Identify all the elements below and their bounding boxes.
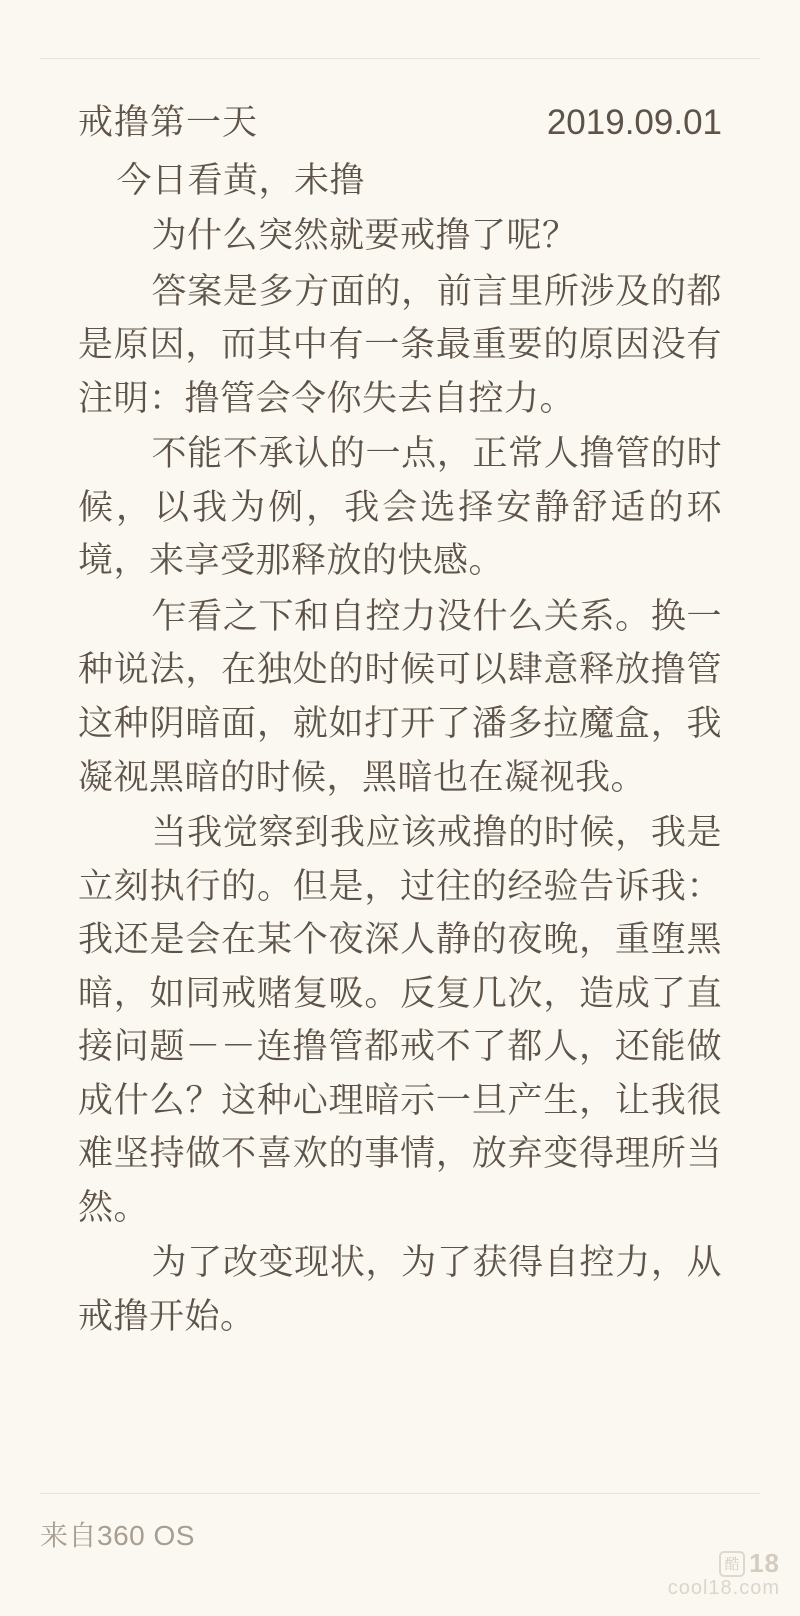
document-date: 2019.09.01 bbox=[546, 103, 722, 142]
top-divider bbox=[40, 58, 760, 59]
paragraph: 今日看黄，未撸 bbox=[116, 160, 366, 200]
watermark-number: 18 bbox=[749, 1548, 780, 1578]
paragraph: 当我觉察到我应该戒撸的时候，我是立刻执行的。但是，过往的经验告诉我：我还是会在某个夜深人静的夜晚，重堕黑暗，如同戒赌复吸。反复几次，造成了直接问题－－连撸管都戒不了都人，还能做成什么？这种心理暗示一旦产生，让我很难坚持做不喜欢的事情，放弃变得理所当然。 bbox=[78, 813, 722, 1227]
bottom-divider bbox=[40, 1493, 760, 1494]
source-label: 来自360 OS bbox=[40, 1520, 195, 1551]
paragraph: 不能不承认的一点，正常人撸管的时候，以我为例，我会选择安静舒适的环境，来享受那释放的快感。 bbox=[78, 434, 722, 581]
watermark-badge-icon: 酷 bbox=[719, 1551, 745, 1577]
watermark bbox=[668, 1548, 780, 1600]
document-content bbox=[78, 100, 722, 1346]
paragraph: 为了改变现状，为了获得自控力，从戒撸开始。 bbox=[78, 1243, 722, 1336]
page-title: 戒撸第一天 bbox=[78, 103, 259, 142]
watermark-site: cool18.com bbox=[667, 1577, 780, 1599]
title-row bbox=[78, 100, 722, 146]
paragraph: 答案是多方面的，前言里所涉及的都是原因，而其中有一条最重要的原因没有注明：撸管会令你失去自控力。 bbox=[78, 271, 722, 418]
watermark-row bbox=[668, 1548, 780, 1579]
paragraph: 乍看之下和自控力没什么关系。换一种说法，在独处的时候可以肆意释放撸管这种阴暗面，就如打开了潘多拉魔盒，我凝视黑暗的时候，黑暗也在凝视我。 bbox=[78, 596, 722, 797]
paragraph: 为什么突然就要戒撸了呢？ bbox=[151, 216, 578, 256]
